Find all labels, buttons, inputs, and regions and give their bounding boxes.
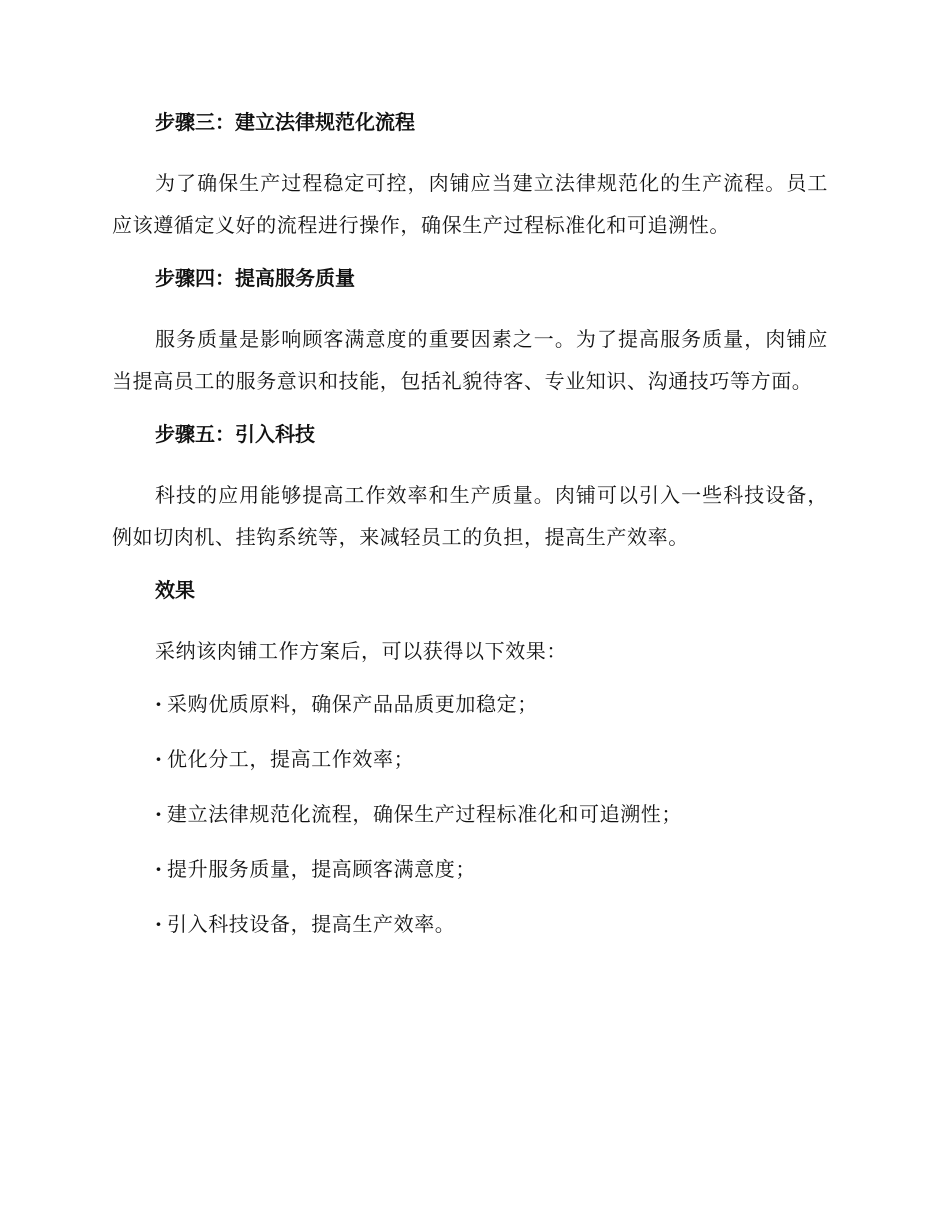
- bullet-marker: ·: [155, 912, 163, 936]
- effect-list-item: [112, 800, 828, 828]
- effect-list-item: [112, 745, 828, 773]
- bullet-marker: ·: [155, 802, 163, 826]
- effect-item-text: 引入科技设备，提高生产效率。: [167, 912, 456, 936]
- document-body: [112, 108, 828, 965]
- bullet-marker: ·: [155, 857, 163, 881]
- section-body-step4: 服务质量是影响顾客满意度的重要因素之一。为了提高服务质量，肉铺应当提高员工的服务意识和技能，包括礼貌待客、专业知识、沟通技巧等方面。: [112, 327, 828, 393]
- effect-list-item: [112, 855, 828, 883]
- effect-intro: 采纳该肉铺工作方案后，可以获得以下效果：: [155, 639, 567, 663]
- effect-item-text: 采购优质原料，确保产品品质更加稳定；: [167, 692, 538, 716]
- effect-item-text: 提升服务质量，提高顾客满意度；: [167, 857, 476, 881]
- bullet-marker: ·: [155, 692, 163, 716]
- section-heading-step5: 步骤五：引入科技: [155, 422, 315, 446]
- effect-item-text: 建立法律规范化流程，确保生产过程标准化和可追溯性；: [167, 802, 682, 826]
- section-heading-step4: 步骤四：提高服务质量: [155, 266, 355, 290]
- section-body-step5: 科技的应用能够提高工作效率和生产质量。肉铺可以引入一些科技设备，例如切肉机、挂钩系统等，来减轻员工的负担，提高生产效率。: [112, 483, 828, 549]
- effect-list-item: [112, 910, 828, 938]
- bullet-marker: ·: [155, 747, 163, 771]
- section-heading-effect: 效果: [155, 578, 195, 602]
- effect-list-item: [112, 690, 828, 718]
- effect-item-text: 优化分工，提高工作效率；: [167, 747, 415, 771]
- section-body-step3: 为了确保生产过程稳定可控，肉铺应当建立法律规范化的生产流程。员工应该遵循定义好的流程进行操作，确保生产过程标准化和可追溯性。: [112, 171, 828, 237]
- section-heading-step3: 步骤三：建立法律规范化流程: [155, 110, 415, 134]
